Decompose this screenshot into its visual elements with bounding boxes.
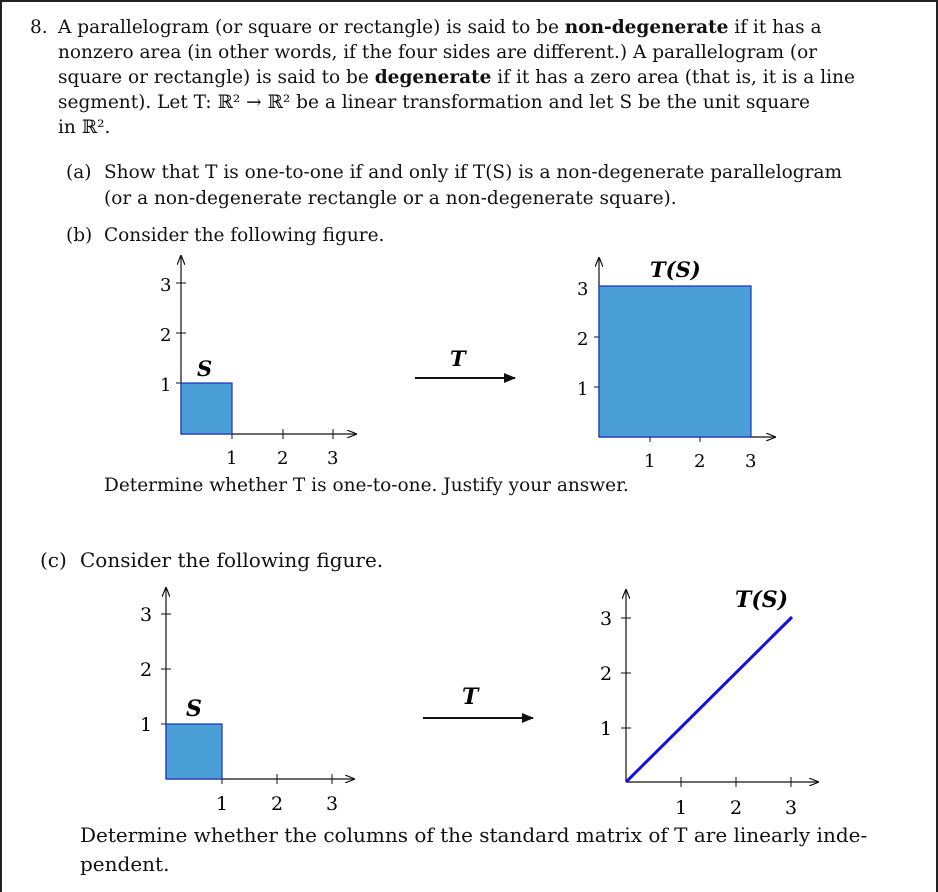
c-left-xtick-3: 3 [326,793,339,815]
b-right-figure [577,257,775,472]
c-left-xtick-2: 2 [271,793,284,815]
c-ts-label: T(S) [735,587,789,613]
part-a-line-2: (or a non-degenerate rectangle or a non-degenerate square). [104,188,677,209]
b-left-xtick-3: 3 [327,448,339,469]
c-right-xtick-2: 2 [730,797,743,819]
b-left-ytick-1: 1 [160,375,172,396]
intro-line-3: square or rectangle) is said to be degenerate if it has a zero area (that is, it is a line [58,67,855,88]
b-transform-arrow [415,346,515,378]
b-s-label: S [197,356,213,381]
c-left-figure [140,588,354,815]
b-right-ytick-1: 1 [577,379,589,400]
c-transform-arrow [423,684,533,718]
intro-line-2: nonzero area (in other words, if the four sides are different.) A parallelogram (or [58,42,818,63]
part-c-question-line-1: Determine whether the columns of the standard matrix of T are linearly inde- [80,823,868,847]
part-c-label: (c) [40,548,67,572]
c-right-figure [600,587,818,819]
part-b-label: (b) [66,225,93,246]
part-b-intro: Consider the following figure. [104,225,385,246]
b-right-xtick-1: 1 [644,451,656,472]
intro-line-1: A parallelogram (or square or rectangle) is said to be non-degenerate if it has a [58,17,822,38]
c-left-ytick-2: 2 [140,659,153,681]
c-left-xtick-1: 1 [216,793,229,815]
c-s-label: S [186,696,202,722]
c-right-xtick-1: 1 [675,797,688,819]
c-left-ytick-3: 3 [140,604,153,626]
part-c-question-line-2: pendent. [80,852,170,876]
c-right-ytick-1: 1 [600,718,613,740]
b-ts-label: T(S) [650,257,701,282]
b-left-xtick-2: 2 [277,448,289,469]
b-image-ts [599,286,751,437]
part-c-intro: Consider the following figure. [80,548,384,572]
b-right-ytick-2: 2 [577,329,589,350]
b-left-ytick-2: 2 [160,325,172,346]
problem-number: 8. [30,17,48,38]
b-left-ytick-3: 3 [160,275,172,296]
b-left-xtick-1: 1 [226,448,238,469]
c-image-ts-line [626,617,792,782]
b-square-s [181,383,232,434]
c-square-s [166,724,222,779]
part-a-label: (a) [66,162,92,183]
c-right-ytick-2: 2 [600,663,613,685]
intro-line-4: segment). Let T: ℝ² → ℝ² be a linear transformation and let S be the unit square [58,92,810,113]
part-b-question: Determine whether T is one-to-one. Justify your answer. [104,475,629,496]
b-right-ytick-3: 3 [577,279,589,300]
b-right-xtick-2: 2 [694,451,706,472]
part-a-line-1: Show that T is one-to-one if and only if T(S) is a non-degenerate parallelogram [104,162,843,183]
b-arrow-label: T [450,346,466,371]
intro-line-5: in ℝ². [58,117,111,138]
c-arrow-label: T [462,684,479,710]
c-right-ytick-3: 3 [600,608,613,630]
b-right-xtick-3: 3 [745,451,757,472]
c-right-xtick-3: 3 [785,797,798,819]
c-left-ytick-1: 1 [140,714,153,736]
b-left-figure [160,256,356,469]
